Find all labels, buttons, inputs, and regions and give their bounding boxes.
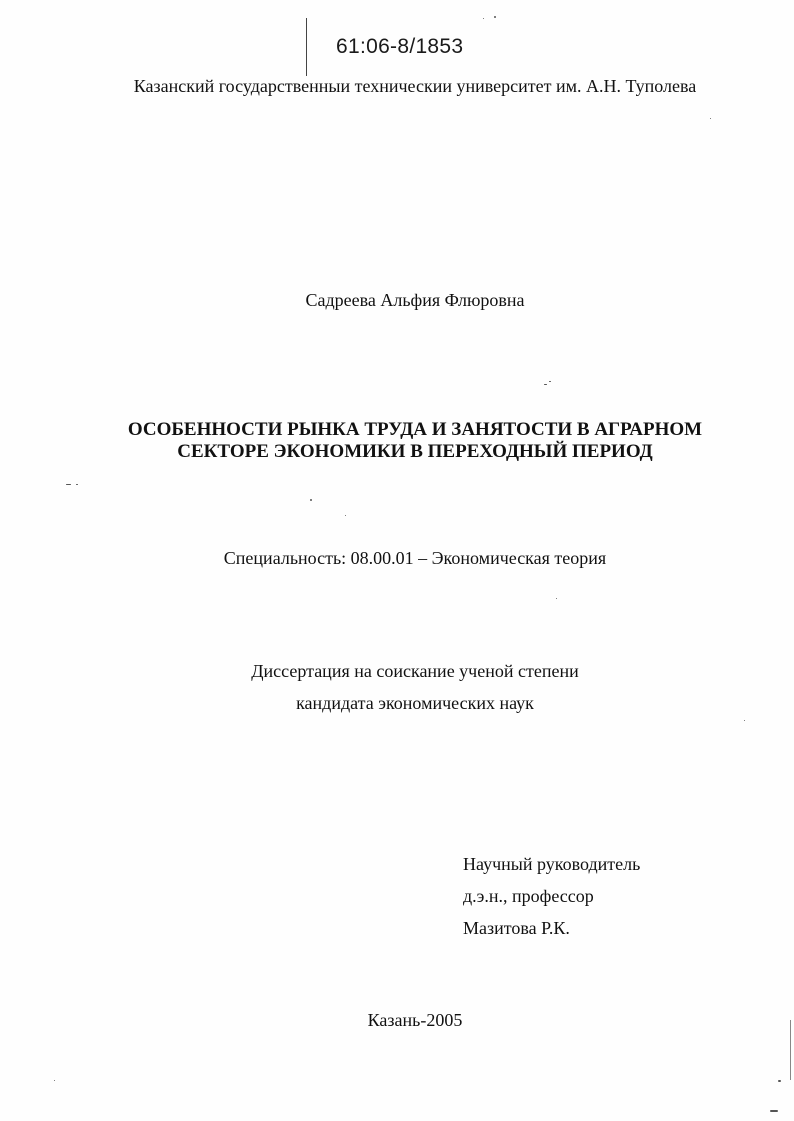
supervisor-block [463,848,640,944]
scan-speck [710,118,711,119]
dissertation-title [0,419,794,463]
author-name: Садреева Альфия Флюровна [305,290,525,310]
scan-speck [494,16,496,18]
scan-speck [778,1080,781,1082]
degree-line: кандидата экономических наук [296,693,534,713]
degree-statement [0,655,794,719]
scan-speck [54,1080,55,1081]
scan-speck [483,18,484,19]
supervisor-name: Мазитова Р.К. [463,918,570,938]
catalog-number: 61:06-8/1853 [336,35,464,58]
title-line: СЕКТОРЕ ЭКОНОМИКИ В ПЕРЕХОДНЫЙ ПЕРИОД [177,441,653,462]
university-name: Казанский государственныи техническии университет им. А.Н. Туполева [133,76,697,96]
scan-speck [549,381,551,382]
specialty: Специальность: 08.00.01 – Экономическая теория [223,548,607,568]
scan-speck [345,515,346,516]
scan-speck [770,1110,778,1112]
title-line: ОСОБЕННОСТИ РЫНКА ТРУДА И ЗАНЯТОСТИ В АГРАРНОМ [127,419,703,440]
scan-speck [66,484,71,485]
scan-speck [76,484,78,485]
scan-edge-line [790,1020,791,1080]
filing-mark-line [306,18,307,76]
scan-speck [544,384,547,385]
supervisor-role: Научный руководитель [463,854,641,874]
degree-line: Диссертация на соискание ученой степени [251,661,579,681]
scan-speck [744,720,745,721]
city-year: Казань-2005 [367,1010,463,1030]
scan-speck [556,598,557,599]
scan-speck [310,499,312,501]
supervisor-degree: д.э.н., профессор [463,886,594,906]
